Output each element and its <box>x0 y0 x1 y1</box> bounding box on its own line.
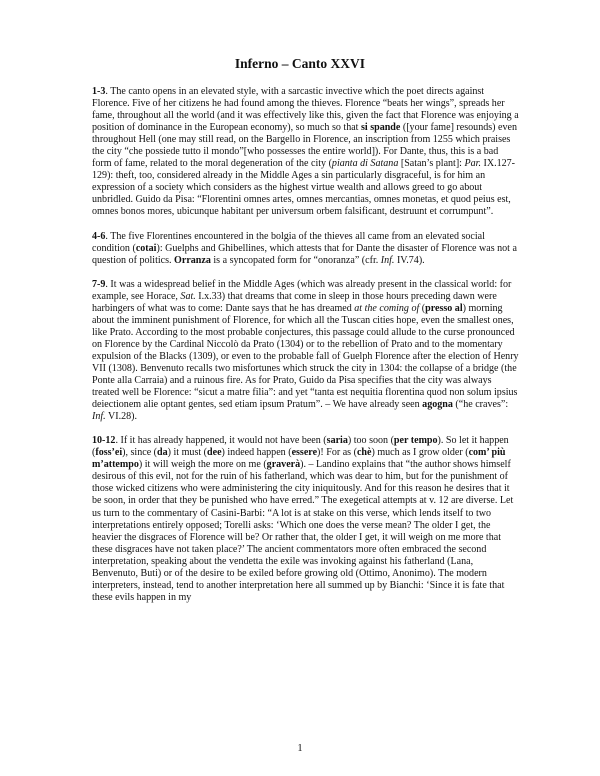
quoted-term: da <box>157 447 168 459</box>
quoted-term: Orranza <box>174 254 211 266</box>
verse-reference: 10-12 <box>92 435 116 447</box>
paragraph-text: ): Guelphs and Ghibellines, which attests that for Dante the disaster of Florence was not a question of politics. <box>92 242 517 266</box>
paragraph-text: ). So let it happen ( <box>92 435 509 459</box>
italic-text: Par. <box>464 158 481 170</box>
paragraph-text: ([your fame] resounds) even throughout Hell (one may still read, on the Bargello in Florence, an inscription from 1255 which praises the city “che possiede tutto il mondo”[who possesses the entire world]). For Dante, thus, this is a bad form of fame, related to the moral degeneration of the city ( <box>92 122 517 170</box>
quoted-term: chè <box>356 447 372 459</box>
quoted-term: essere <box>291 447 318 459</box>
verse-reference: 1-3 <box>92 86 106 97</box>
quoted-term: dee <box>207 447 222 459</box>
commentary-paragraph <box>92 231 520 267</box>
paragraph-text: IX.127-129): theft, too, considered already in the Middle Ages a sin particularly disgraceful, is for him an expression of a society which considers as the highest virtue wealth and allows greed to go about unbridled. Guido da Pisa: “Florentini omnes artes, omnes mercantias, omnes monetas, et quod peius est, omnes bonos mores, ubicunque habitant per universum orbem falsificant, destruunt et corrumpunt”. <box>92 158 516 218</box>
quoted-term: per tempo <box>393 435 438 447</box>
italic-text: Sat. <box>180 290 196 302</box>
paragraph-text: . The five Florentines encountered in the bolgia of the thieves all came from an elevated social condition ( <box>92 230 485 254</box>
paragraph-text: . It was a widespread belief in the Middle Ages (which was already present in the classical world: for example, see Horace, <box>92 278 512 302</box>
paragraph-text: ), since ( <box>122 447 158 459</box>
paragraph-text: IV.74). <box>394 254 425 266</box>
paragraph-text: ) indeed happen ( <box>221 447 292 459</box>
quoted-term: cotai <box>135 242 157 254</box>
paragraph-text: ) it must ( <box>167 447 208 459</box>
quoted-term: agogna <box>422 399 453 411</box>
paragraph-text: ) it will weigh the more on me ( <box>138 459 267 471</box>
paragraph-text: ). – Landino explains that “the author shows himself desirous of this evil, not for the ruin of his fatherland, which was dear to him, but for the punishment of those wicked citizens who were administering the city iniquitously. And for this reason he desires that it be soon, in order that they be punished who have erred.” The exegetical attempts at v. 12 are diverse. Let us turn to the commentary of Casini-Barbi: “A lot is at stake on this verse, which lends itself to two interpretations entirely opposed; Torelli asks: ‘Which one does the verse mean? The older I get, the heavier the disgraces of Florence will be? Or rather that, the older I get, it will weigh on me more that these disgraces have not taken place?’ The ancient commentators more often embraced the second interpretation, speaking about the vendetta the exile was invoking against his fatherland (Lana, Benvenuto, Buti) or of the desire to be exiled before growing old (Ottimo, Anonimo). The modern interpreters, instead, tend to another interpretation here all summed up by Bianchi: ‘Since it is fate that these evils happen in my <box>92 459 514 603</box>
paragraph-text: VI.28). <box>105 411 138 423</box>
italic-text: pianta di Satana <box>331 158 399 170</box>
quoted-term: graverà <box>266 459 301 471</box>
verse-reference: 4-6 <box>92 230 106 242</box>
page-title: Inferno – Canto XXVI <box>234 56 366 71</box>
commentary-paragraph <box>92 86 520 219</box>
quoted-term: saria <box>326 435 348 447</box>
paragraph-text: I.x.33) that dreams that come in sleep in those hours preceding dawn were harbingers of what was to come: Dante says that he has dreamed <box>92 290 497 314</box>
paragraph-text: ) much as I grow older ( <box>371 447 469 459</box>
commentary-body <box>92 86 520 616</box>
quoted-term: com’ più m’attempo <box>92 447 506 471</box>
italic-text: Inf. <box>380 254 395 266</box>
italic-text: Inf. <box>92 411 106 423</box>
verse-reference: 7-9 <box>92 278 106 290</box>
quoted-term: presso al <box>425 302 463 314</box>
paragraph-text: [Satan’s plant]: <box>398 158 465 170</box>
quoted-term: foss’ei <box>95 447 123 459</box>
paragraph-text: is a syncopated form for “onoranza” (cfr. <box>210 254 381 266</box>
paragraph-text: ( <box>419 302 426 314</box>
paragraph-text: (“he craves”: <box>452 399 509 411</box>
paragraph-text: ) morning about the imminent punishment of Florence, for which all the Tuscan cities hope, even the smallest ones, like Prato. According to the most probable conjectures, this passage could allude to the curse pronounced on Florence by the Cardinal Niccolò da Prato (1304) or to the rebellion of Prato and to the momentary expulsion of the Blacks (1309), or even to the probable fall of Guelph Florence after the election of Henry VII (1308). Benvenuto recalls two misfortunes which struck the city in 1304: the collapse of a bridge (the Ponte alla Carraia) and a ruinous fire. As for Prato, Guido da Pisa specifies that the city was always treated well be Florence: “sicut a matre filia”: and yet “tanta est nequitia florentina quod non solum ipsius deiectionem alie optant gentes, sed etiam ipsum Pratum”. – We have already seen <box>92 302 519 411</box>
paragraph-text: . The canto opens in an elevated style, with a sarcastic invective which the poet directs against Florence. Five of her citizens he had found among the thieves. Florence “beats her wings”, spreads her fame, throughout all the world (and it was effectively like this, given the fact that Florence was enjoying a position of dominance in the European economy), so much so that <box>92 86 519 134</box>
paragraph-text: )! For as ( <box>317 447 357 459</box>
page-number: 1 <box>297 743 303 754</box>
paragraph-text: . If it has already happened, it would not have been ( <box>115 435 327 447</box>
italic-text: at the coming of <box>354 302 420 314</box>
quoted-term: si spande <box>360 122 401 134</box>
paragraph-text: ) too soon ( <box>347 435 394 447</box>
commentary-paragraph <box>92 279 520 424</box>
commentary-paragraph <box>92 435 520 604</box>
